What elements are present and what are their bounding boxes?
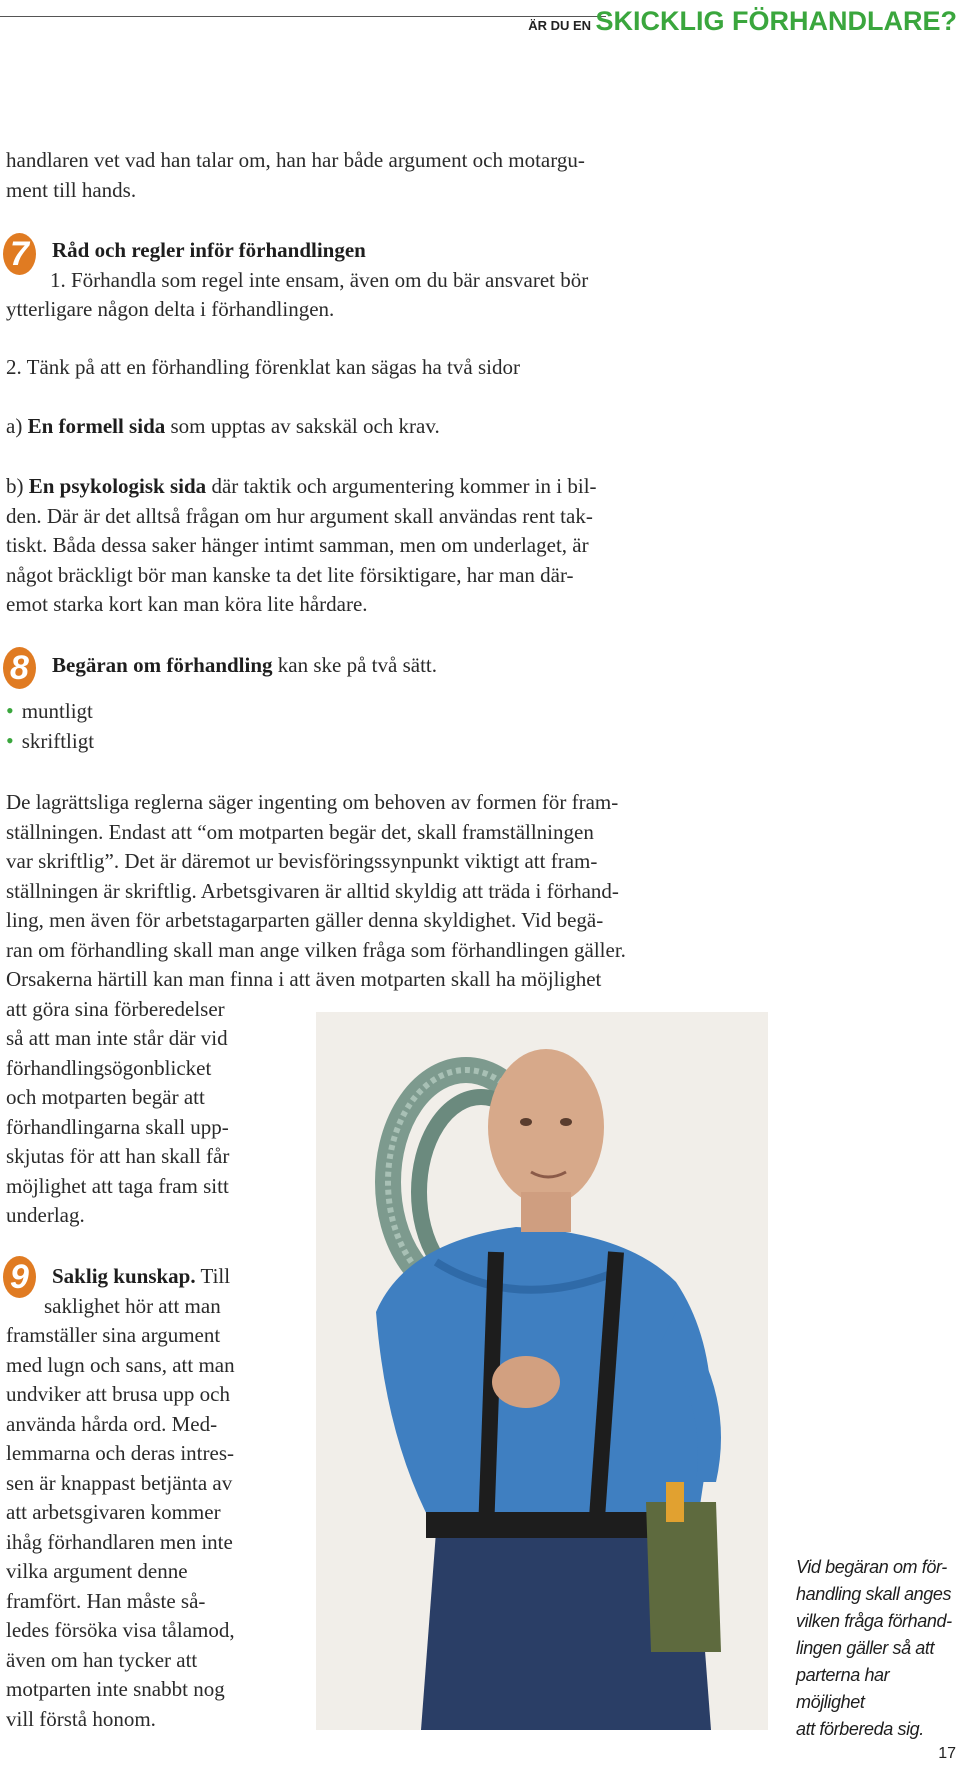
s9-line: framfört. Han måste så- (6, 1588, 206, 1613)
list-item (6, 696, 94, 726)
s8-line: var skriftlig”. Det är däremot ur bevisföringssynpunkt viktigt att fram- (6, 849, 598, 873)
s9-line: vilka argument denne (6, 1559, 188, 1583)
section-number-9-badge: 9 (3, 1256, 36, 1298)
neck (521, 1192, 571, 1232)
s8-line: ställningen. Endast att “om motparten begär det, skall framställningen (6, 819, 594, 844)
s9-line: framställer sina argument (6, 1323, 221, 1347)
s7-point-2: 2. Tänk på att en förhandling förenklat kan sägas ha två sidor (6, 355, 520, 379)
electrician-photo (316, 1012, 768, 1730)
section-7 (6, 236, 588, 325)
b-line: tiskt. Båda dessa saker hänger intimt samman, men om underlaget, är (6, 533, 589, 557)
s8-line: ställningen är skriftlig. Arbetsgivaren är alltid skyldig att träda i förhand- (6, 878, 619, 903)
s9-line: använda hårda ord. Med- (6, 1411, 218, 1436)
intro-paragraph (6, 146, 585, 205)
caption-line: handling skall anges (796, 1584, 952, 1604)
s7-point-a (6, 412, 440, 442)
b-line: något bräckligt bör man kanske ta det lite försiktigare, har man där- (6, 562, 574, 587)
bullet-list (6, 696, 94, 756)
suspender-left (486, 1252, 496, 1532)
section-7-title: Råd och regler inför förhandlingen (52, 238, 366, 262)
s9-line: sen är knappast betjänta av (6, 1470, 233, 1495)
s9-line: ihåg förhandlaren men inte (6, 1529, 233, 1554)
s8-line: skjutas för att han skall får (6, 1144, 230, 1168)
tool-pouch (646, 1502, 721, 1652)
bullet-icon: • (6, 698, 14, 723)
header-small: ÄR DU EN (528, 18, 592, 33)
intro-line: ment till hands. (6, 177, 137, 202)
s8-line: ling, men även för arbetstagarparten gäller denna skyldighet. Vid begä- (6, 908, 604, 932)
s7-p1-line: ytterligare någon delta i förhandlingen. (6, 297, 335, 321)
s9-line: lemmarna och deras intres- (6, 1441, 234, 1465)
bullet-text: muntligt (21, 699, 93, 723)
s8-line: ran om förhandling skall man ange vilken fråga som förhandlingen gäller. (6, 937, 626, 962)
tool-handle (666, 1482, 684, 1522)
s9-line: att arbetsgivaren kommer (6, 1500, 221, 1524)
s9-line: även om han tycker att (6, 1647, 198, 1672)
caption-line: Vid begäran om för- (796, 1557, 947, 1577)
s8-line: Orsakerna härtill kan man finna i att även motparten skall ha möjlighet (6, 967, 602, 991)
running-header (528, 6, 957, 37)
b-bold: En psykologisk sida (28, 474, 207, 498)
eye-left (520, 1118, 532, 1126)
b-line: den. Där är det alltså frågan om hur argument skall användas rent tak- (6, 503, 593, 528)
section-9 (6, 1262, 235, 1734)
b-line: emot starka kort kan man köra lite hårdare. (6, 592, 368, 616)
head (488, 1049, 604, 1205)
section-number-7-badge: 7 (3, 233, 36, 275)
header-title: SKICKLIG FÖRHANDLARE? (595, 6, 957, 36)
s9-line: vill förstå honom. (6, 1706, 156, 1731)
b-prefix: b) (6, 474, 24, 498)
bullet-icon: • (6, 728, 14, 753)
s8-line: möjlighet att taga fram sitt (6, 1173, 229, 1198)
caption-line: lingen gäller så att (796, 1638, 935, 1658)
caption-line: att förbereda sig. (796, 1719, 924, 1739)
a-rest: som upptas av sakskäl och krav. (170, 414, 440, 438)
caption-line: vilken fråga förhand- (796, 1611, 952, 1631)
section-number-8-badge: 8 (3, 647, 36, 689)
s9-line: motparten inte snabbt nog (6, 1677, 225, 1701)
eye-right (560, 1118, 572, 1126)
header-rule (0, 16, 606, 17)
s8-line: förhandlingarna skall upp- (6, 1114, 229, 1139)
s9-title-rest: Till (200, 1264, 231, 1288)
s9-line: med lugn och sans, att man (6, 1352, 235, 1377)
s9-line: undviker att brusa upp och (6, 1382, 230, 1406)
list-item (6, 726, 94, 756)
s7-point-b (6, 472, 597, 620)
s8-title-bold: Begäran om förhandling (52, 653, 273, 677)
page-number: 17 (938, 1745, 956, 1762)
photo-caption (796, 1554, 956, 1743)
s7-p1-line: 1. Förhandla som regel inte ensam, även om du bär ansvaret bör (50, 267, 589, 292)
s9-line: saklighet hör att man (44, 1293, 221, 1318)
s8-title-rest: kan ske på två sätt. (277, 653, 437, 677)
s8-line: så att man inte står där vid (6, 1026, 228, 1050)
intro-line: handlaren vet vad han talar om, han har både argument och motargu- (6, 148, 585, 172)
s8-line: förhandlingsögonblicket (6, 1055, 212, 1080)
s8-line: underlag. (6, 1203, 85, 1227)
s8-line: De lagrättsliga reglerna säger ingenting om behoven av formen för fram- (6, 790, 619, 814)
s8-line: och motparten begär att (6, 1085, 205, 1109)
bullet-text: skriftligt (21, 729, 95, 753)
s8-line: att göra sina förberedelser (6, 996, 225, 1021)
b-rest: där taktik och argumentering kommer in i bil- (211, 474, 597, 498)
s9-line: ledes försöka visa tålamod, (6, 1618, 235, 1642)
s9-title-bold: Saklig kunskap. (52, 1264, 196, 1288)
a-bold: En formell sida (27, 414, 166, 438)
hands (492, 1356, 560, 1408)
caption-line: parterna har möjlighet (796, 1665, 890, 1712)
section-8-title (6, 651, 437, 681)
a-prefix: a) (6, 414, 23, 438)
